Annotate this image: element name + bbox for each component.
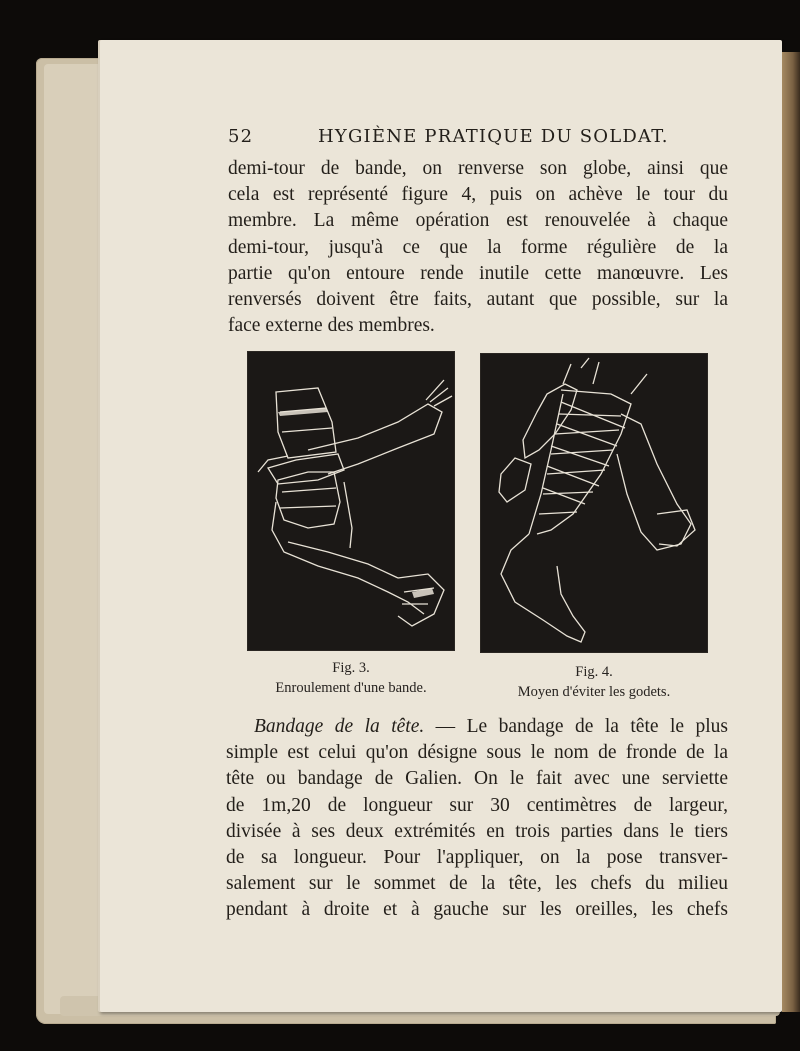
text-line: partie qu'on entoure rende inutile cette manœuvre. Les [228,262,728,284]
text-line: renversés doivent être faits, autant que possible, sur la [228,288,728,310]
running-title: HYGIÈNE PRATIQUE DU SOLDAT. [318,126,669,147]
text-line: membre. La même opération est renouvelée à chaque [228,210,728,232]
text-line: cela est représenté figure 4, puis on achève le tour du [228,184,728,206]
bandaged-leg-drawing [481,354,707,652]
page-edges-left [44,64,104,1014]
paragraph-bandage-reversal [228,156,728,339]
figure-3-caption [248,658,454,698]
text-line: salement sur le sommet de la tête, les chefs du milieu [226,873,728,895]
figure-4-label: Fig. 4. [575,664,613,680]
figure-3-label: Fig. 3. [332,660,370,676]
figure-3-illustration [248,352,454,650]
text-line-first [226,714,728,740]
text-line: demi-tour de bande, on renverse son globe, ainsi que [228,158,728,179]
paragraph-head-bandage [226,714,728,924]
text-line: demi-tour, jusqu'à ce que la forme régulière de la [228,236,728,258]
figure-4-illustration [481,354,707,652]
text-line: pendant à droite et à gauche sur les oreilles, les chefs [226,899,728,921]
hand-wrapping-bandage-drawing [248,352,454,650]
book-spine [782,52,800,1012]
figure-4-caption-text: Moyen d'éviter les godets. [517,684,671,700]
heading-continuation: — Le bandage de la tête le plus [424,716,728,737]
text-line: divisée à ses deux extrémités en trois parties dans le tiers [226,820,728,842]
text-line: face externe des membres. [228,315,435,337]
text-line: simple est celui qu'on désigne sous le nom de fronde de la [226,742,728,764]
section-heading: Bandage de la tête. [254,716,425,737]
page-number: 52 [228,126,254,147]
text-line: de 1m,20 de longueur sur 30 centimètres de largeur, [226,794,728,816]
text-line: tête ou bandage de Galien. On le fait avec une serviette [226,768,728,790]
running-header [228,126,728,150]
figure-4-caption [478,662,710,702]
text-line: de sa longueur. Pour l'appliquer, on la pose transver- [226,846,728,868]
figure-3-caption-text: Enroulement d'une bande. [275,680,427,696]
